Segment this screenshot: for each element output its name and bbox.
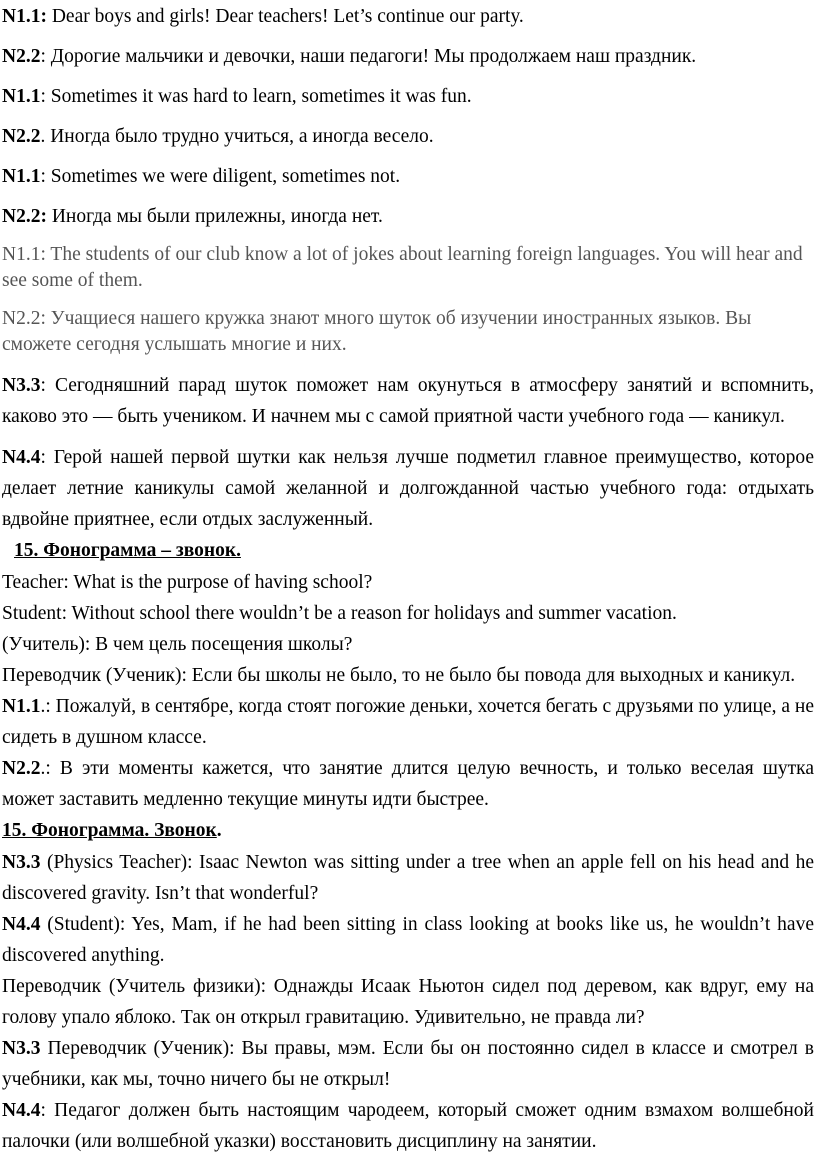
line-text: Dear boys and girls! Dear teachers! Let’s continue our party. bbox=[46, 6, 524, 27]
line-text: (Physics Teacher): Isaac Newton was sitting under a tree when an apple fell on his head and he discovered gravity. Isn’t that wonderful? bbox=[2, 852, 814, 904]
speaker-label: N1.1 bbox=[2, 166, 41, 187]
line-4 bbox=[2, 124, 814, 150]
line-20 bbox=[2, 1033, 814, 1095]
speaker-label: N4.4 bbox=[2, 447, 41, 468]
line-7 bbox=[2, 242, 814, 294]
speaker-label: N2.2 bbox=[2, 758, 41, 779]
line-text: : Дорогие мальчики и девочки, наши педагоги! Мы продолжаем наш праздник. bbox=[40, 46, 697, 67]
speaker-label: N3.3 bbox=[2, 375, 41, 396]
line-12: Student: Without school there wouldn’t be a reason for holidays and summer vacation. bbox=[2, 603, 677, 624]
section-heading-tail: . bbox=[216, 820, 222, 841]
line-17 bbox=[2, 847, 814, 909]
line-19: Переводчик (Учитель физики): Однажды Исаак Ньютон сидел под деревом, как вдруг, ему на голову упало яблоко. Так он открыл гравитацию. Удивительно, не правда ли? bbox=[2, 976, 814, 1028]
line-21 bbox=[2, 1095, 814, 1157]
speaker-label: N2.2 bbox=[2, 126, 41, 147]
speaker-label: N4.4 bbox=[2, 1100, 41, 1121]
line-10 bbox=[2, 442, 814, 535]
line-5 bbox=[2, 164, 814, 190]
line-1 bbox=[2, 4, 814, 30]
speaker-label: N1.1 bbox=[2, 696, 41, 717]
line-16 bbox=[2, 753, 814, 815]
line-text: : Sometimes it was hard to learn, sometimes it was fun. bbox=[40, 86, 472, 107]
line-text: : Сегодняшний парад шуток поможет нам окунуться в атмосферу занятий и вспомнить, каково это — быть учеником. И начнем мы с самой приятной части учебного года — каникул. bbox=[2, 375, 814, 427]
speaker-label: N1.1 bbox=[2, 244, 41, 265]
line-text: : Sometimes we were diligent, sometimes not. bbox=[40, 166, 401, 187]
line-14: Переводчик (Ученик): Если бы школы не было, то не было бы повода для выходных и каникул. bbox=[2, 665, 796, 686]
speaker-label: N2.2: bbox=[2, 206, 47, 227]
speaker-label: N1.1: bbox=[2, 6, 47, 27]
speaker-label: N3.3 bbox=[2, 852, 41, 873]
speaker-label: N4.4 bbox=[2, 914, 41, 935]
line-text: . Иногда было трудно учиться, а иногда весело. bbox=[40, 126, 434, 147]
line-11: Teacher: What is the purpose of having school? bbox=[2, 572, 373, 593]
line-text: : Герой нашей первой шутки как нельзя лучше подметил главное преимущество, которое делает летние каникулы самой желанной и долгожданной частью учебного года: отдыхать вдвойне приятнее, если отдых заслуженный. bbox=[2, 447, 814, 530]
line-text: .: В эти моменты кажется, что занятие длится целую вечность, и только веселая шутка может заставить медленно текущие минуты идти быстрее. bbox=[2, 758, 814, 810]
line-18 bbox=[2, 909, 814, 971]
line-15 bbox=[2, 691, 814, 753]
line-2 bbox=[2, 44, 814, 70]
line-8 bbox=[2, 306, 814, 358]
speaker-label: N3.3 bbox=[2, 1038, 41, 1059]
line-6 bbox=[2, 204, 814, 230]
speaker-label: N1.1 bbox=[2, 86, 41, 107]
section-heading-1: 15. Фонограмма – звонок. bbox=[14, 540, 241, 561]
line-text: Иногда мы были прилежны, иногда нет. bbox=[46, 206, 383, 227]
line-text: : Учащиеся нашего кружка знают много шуток об изучении иностранных языков. Вы сможете сегодня услышать многие и них. bbox=[2, 308, 752, 355]
section-heading-2 bbox=[2, 815, 814, 847]
section-heading-text: 15. Фонограмма. Звонок bbox=[2, 820, 217, 841]
line-text: Переводчик (Ученик): Вы правы, мэм. Если бы он постоянно сидел в классе и смотрел в учебники, как мы, точно ничего бы не открыл! bbox=[2, 1038, 814, 1090]
line-3 bbox=[2, 84, 814, 110]
speaker-label: N2.2 bbox=[2, 46, 41, 67]
speaker-label: N2.2 bbox=[2, 308, 41, 329]
line-13: (Учитель): В чем цель посещения школы? bbox=[2, 634, 353, 655]
line-text: .: Пожалуй, в сентябре, когда стоят погожие деньки, хочется бегать с друзьями по улице, а не сидеть в душном классе. bbox=[2, 696, 814, 748]
line-text: : Педагог должен быть настоящим чародеем, который сможет одним взмахом волшебной палочки (или волшебной указки) восстановить дисциплину на занятии. bbox=[2, 1100, 814, 1152]
document-page bbox=[0, 4, 816, 1151]
line-text: : The students of our club know a lot of jokes about learning foreign languages. You will hear and see some of them. bbox=[2, 244, 803, 291]
line-9 bbox=[2, 370, 814, 432]
line-text: (Student): Yes, Mam, if he had been sitting in class looking at books like us, he wouldn’t have discovered anything. bbox=[2, 914, 814, 966]
